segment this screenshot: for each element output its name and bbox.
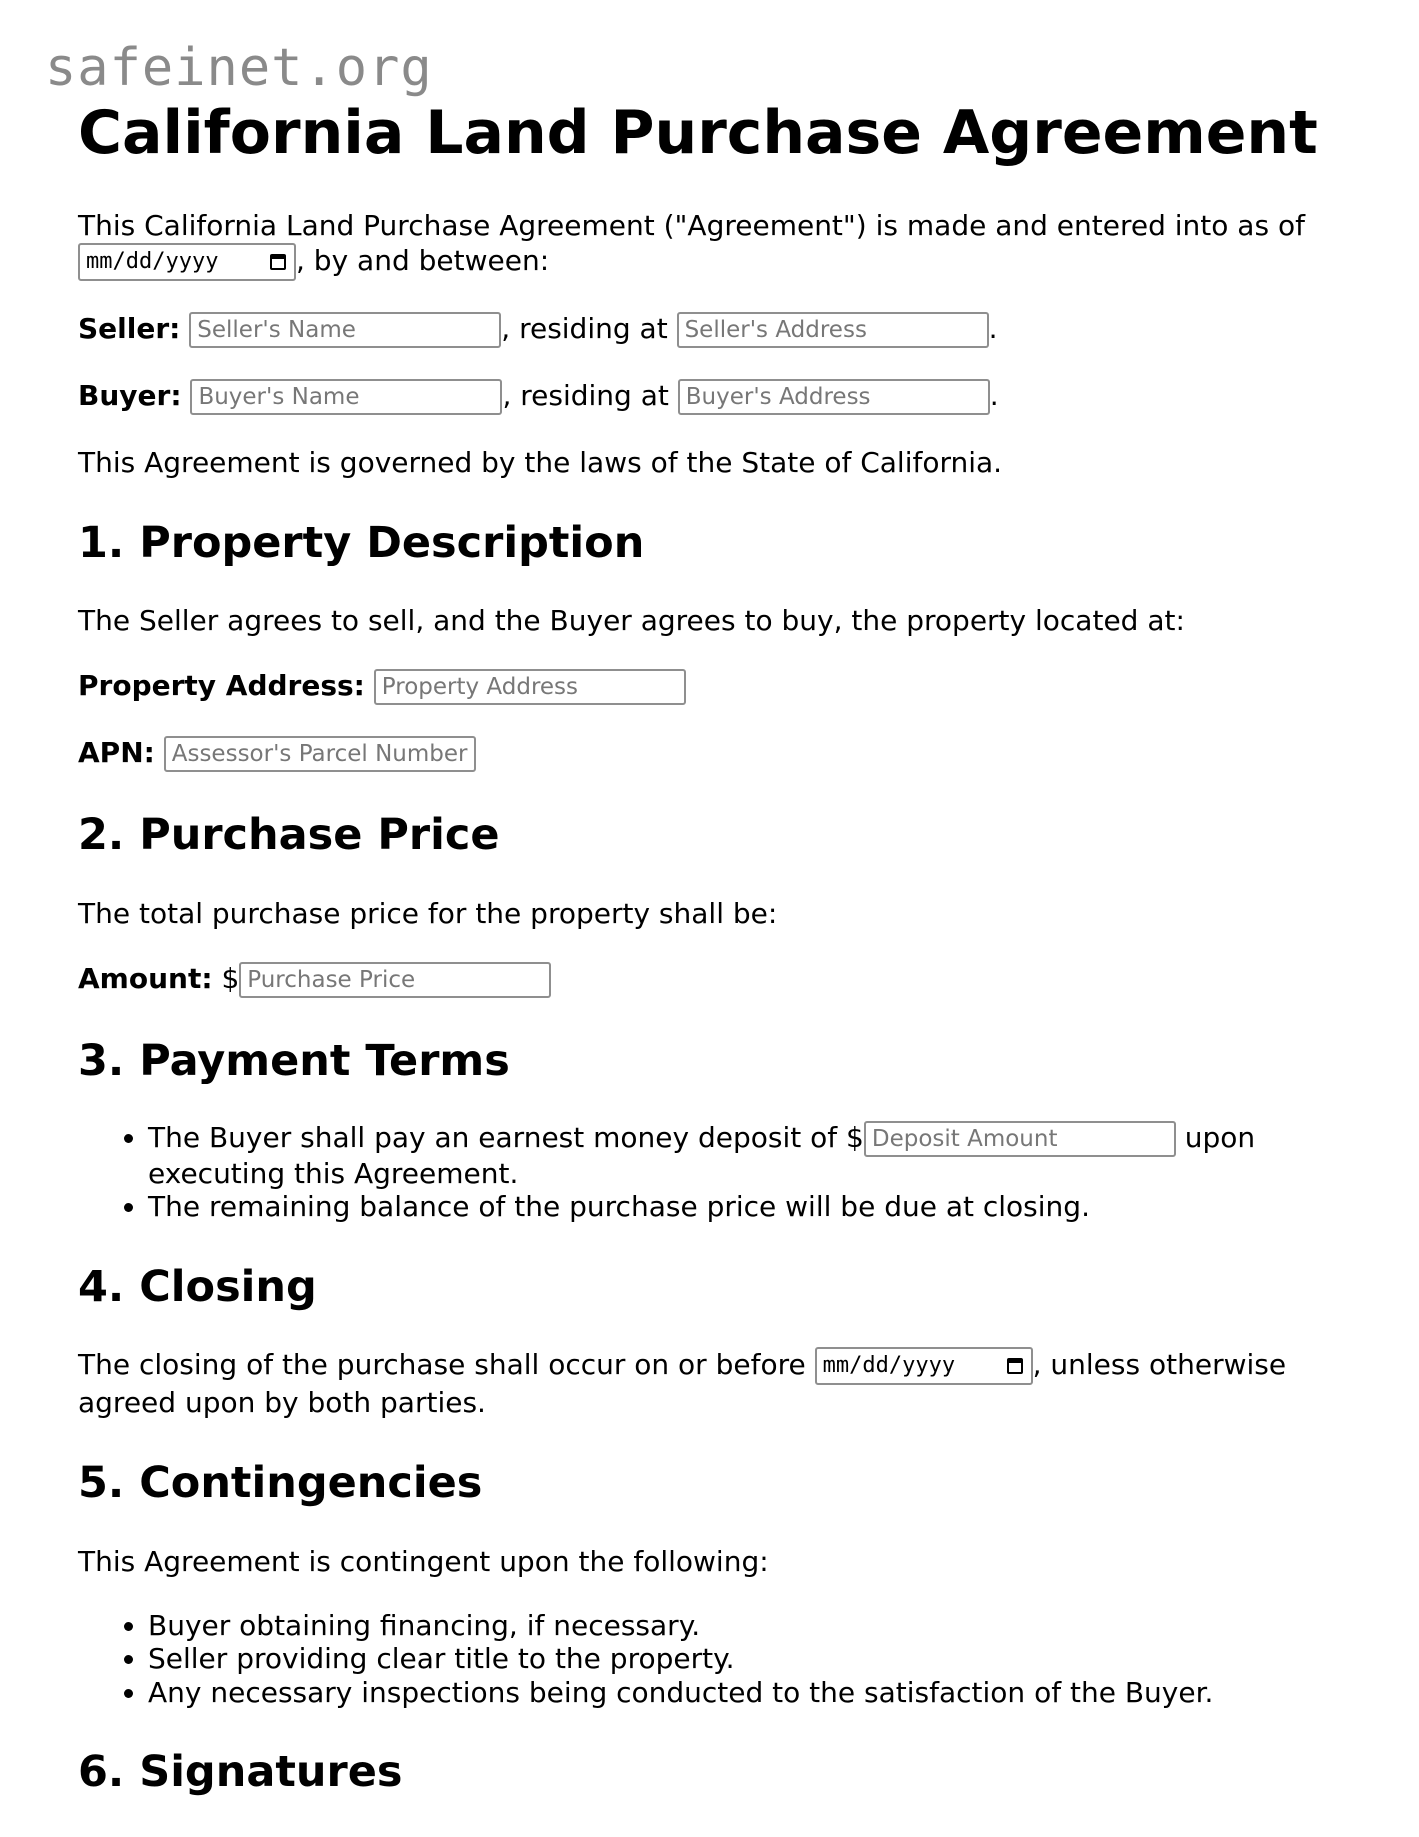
closing-paragraph bbox=[78, 1347, 1368, 1420]
deposit-text: The Buyer shall pay an earnest money deposit of $ bbox=[148, 1120, 864, 1154]
closing-date-placeholder: mm/dd/yyyy bbox=[822, 1353, 956, 1379]
buyer-line bbox=[78, 378, 1368, 415]
agreement-date-placeholder: mm/dd/yyyy bbox=[86, 249, 219, 274]
apn-line bbox=[78, 735, 1368, 772]
purchase-price-input[interactable]: Purchase Price bbox=[239, 962, 551, 998]
closing-text-after: , unless otherwise agreed upon by both parties. bbox=[78, 1348, 1287, 1420]
list-item: • Seller providing clear title to the property. bbox=[148, 1642, 1368, 1676]
seller-period: . bbox=[988, 312, 998, 345]
property-address-label: Property Address: bbox=[78, 669, 365, 703]
section-1-heading: 1. Property Description bbox=[78, 518, 645, 568]
agreement-document bbox=[78, 100, 1368, 1833]
intro-paragraph bbox=[78, 208, 1368, 281]
section-4-heading: 4. Closing bbox=[78, 1262, 317, 1313]
intro-text: This California Land Purchase Agreement ("Agreement") is made and entered into as of bbox=[78, 209, 1305, 242]
deposit-amount-input[interactable]: Deposit Amount bbox=[864, 1121, 1176, 1157]
seller-label: Seller: bbox=[78, 312, 181, 345]
seller-address-input[interactable]: Seller's Address bbox=[677, 312, 989, 348]
calendar-icon[interactable] bbox=[270, 254, 286, 270]
document-title: California Land Purchase Agreement bbox=[78, 98, 1318, 168]
governing-law: This Agreement is governed by the laws of the State of California. bbox=[78, 446, 1003, 479]
section-3-heading: 3. Payment Terms bbox=[78, 1035, 510, 1086]
apn-input[interactable]: Assessor's Parcel Number bbox=[164, 736, 476, 772]
intro-text-after: , by and between: bbox=[296, 244, 550, 277]
calendar-icon[interactable] bbox=[1007, 1358, 1023, 1374]
buyer-name-input[interactable]: Buyer's Name bbox=[190, 379, 502, 415]
property-address-line bbox=[78, 668, 1368, 705]
section-2-text: The total purchase price for the property shall be: bbox=[78, 896, 778, 930]
watermark: safeinet.org bbox=[45, 38, 433, 98]
closing-date-input[interactable] bbox=[815, 1347, 1033, 1385]
amount-currency: $ bbox=[221, 961, 240, 995]
amount-label: Amount: bbox=[78, 961, 213, 995]
buyer-label: Buyer: bbox=[78, 379, 182, 412]
section-1-text: The Seller agrees to sell, and the Buyer agrees to buy, the property located at: bbox=[78, 604, 1185, 638]
section-5-text: This Agreement is contingent upon the following: bbox=[78, 1544, 769, 1578]
section-2-heading: 2. Purchase Price bbox=[78, 810, 500, 861]
list-item: • The remaining balance of the purchase price will be due at closing. bbox=[148, 1190, 1368, 1224]
property-address-input[interactable]: Property Address bbox=[374, 669, 686, 705]
buyer-residing-text: , residing at bbox=[502, 379, 669, 412]
section-6-heading: 6. Signatures bbox=[78, 1747, 403, 1798]
seller-residing-text: , residing at bbox=[501, 312, 668, 345]
contingencies-list bbox=[78, 1609, 1368, 1710]
buyer-period: . bbox=[989, 379, 999, 412]
section-5-heading: 5. Contingencies bbox=[78, 1458, 483, 1509]
amount-line bbox=[78, 961, 1368, 998]
agreement-date-input[interactable] bbox=[78, 243, 296, 281]
payment-terms-list bbox=[78, 1121, 1368, 1224]
list-item: • Buyer obtaining financing, if necessary. bbox=[148, 1609, 1368, 1643]
seller-line bbox=[78, 311, 1368, 348]
list-item: • Any necessary inspections being conducted to the satisfaction of the Buyer. bbox=[148, 1676, 1368, 1710]
apn-label: APN: bbox=[78, 736, 155, 770]
buyer-address-input[interactable]: Buyer's Address bbox=[678, 379, 990, 415]
closing-text: The closing of the purchase shall occur on or before bbox=[78, 1348, 815, 1382]
list-item bbox=[148, 1121, 1368, 1191]
seller-name-input[interactable]: Seller's Name bbox=[189, 312, 501, 348]
deposit-text-after: upon executing this Agreement. bbox=[148, 1120, 1256, 1190]
